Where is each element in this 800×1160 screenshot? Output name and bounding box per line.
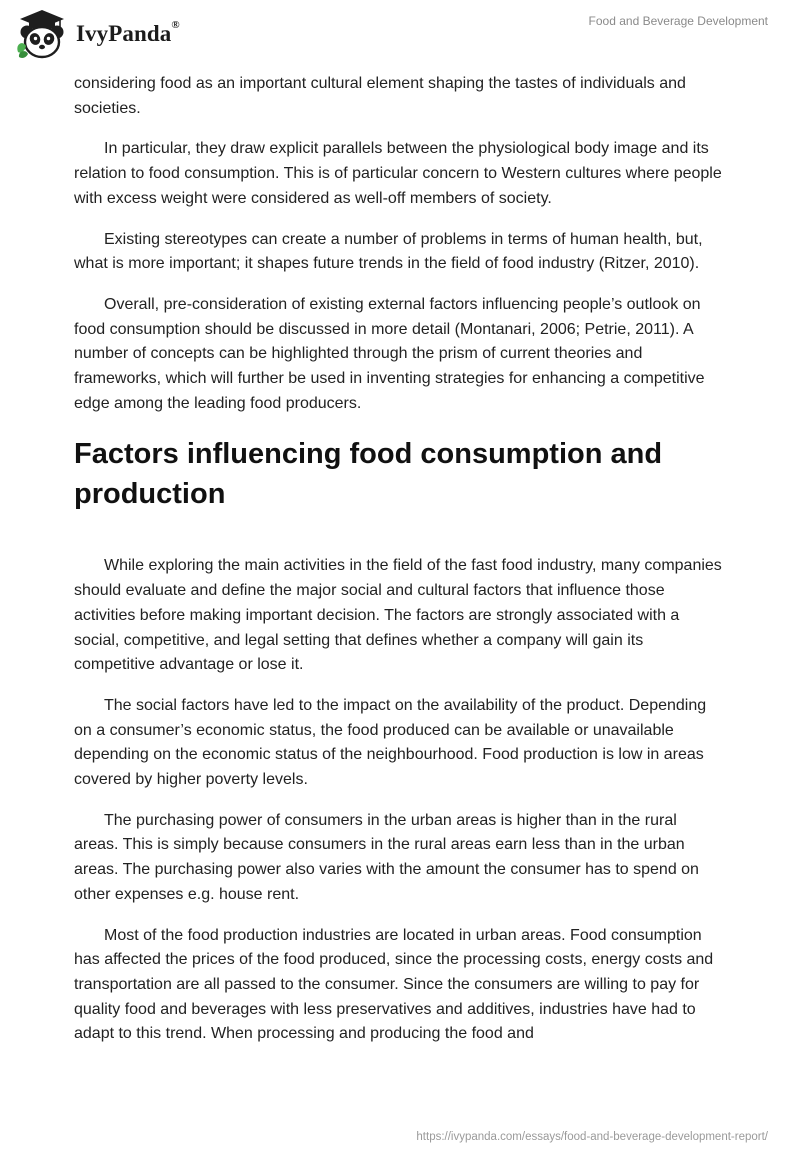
essay-body — [74, 72, 724, 1063]
paragraph: In particular, they draw explicit parallels between the physiological body image and its relation to food consumption. This is of particular concern to Western cultures where people with excess weight were considered as well-off members of society. — [74, 140, 722, 207]
panda-graduate-icon — [14, 8, 70, 60]
paragraph: Overall, pre-consideration of existing external factors influencing people’s outlook on food consumption should be discussed in more detail (Montanari, 2006; Petrie, 2011). A number of concepts can be highlighted through the prism of current theories and frameworks, which will further be used in inventing strategies for enhancing a competitive edge among the leading food producers. — [74, 295, 705, 412]
brand-logo[interactable] — [14, 8, 180, 60]
section-heading: Factors influencing food consumption and production — [74, 438, 663, 511]
paragraph: The purchasing power of consumers in the urban areas is higher than in the rural areas. This is simply because consumers in the rural areas earn less than in the urban areas. The purchasing power also varies with the amount the consumer has to spend on other expenses e.g. house rent. — [74, 811, 699, 903]
paragraph: While exploring the main activities in the field of the fast food industry, many companies should evaluate and define the major social and cultural factors that influence those activities before making important decision. The factors are strongly associated with a social, competitive, and legal setting that defines whether a company will gain its competitive advantage or lose it. — [74, 557, 722, 674]
page-header — [0, 0, 800, 70]
registered-mark: ® — [171, 19, 180, 31]
paragraph: Existing stereotypes can create a number of problems in terms of human health, but, what is more important; it shapes future trends in the field of food industry (Ritzer, 2010). — [74, 230, 703, 273]
source-url-link[interactable]: https://ivypanda.com/essays/food-and-beverage-development-report/ — [416, 1131, 768, 1143]
paragraph: Most of the food production industries are located in urban areas. Food consumption has affected the prices of the food produced, since the processing costs, energy costs and transportation are all passed to the consumer. Since the consumers are willing to pay for quality food and beverages with less preservatives and additives, industries have had to adapt to this trend. When processing and producing the food and — [74, 926, 714, 1043]
paragraph: considering food as an important cultural element shaping the tastes of individuals and societies. — [74, 75, 686, 117]
document-title: Food and Beverage Development — [588, 14, 768, 28]
brand-name: IvyPanda® — [76, 19, 180, 46]
paragraph: The social factors have led to the impact on the availability of the product. Depending on a consumer’s economic status, the food produced can be available or unavailable depending on the economic status of the neighbourhood. Food production is low in areas covered by higher poverty levels. — [74, 696, 707, 789]
